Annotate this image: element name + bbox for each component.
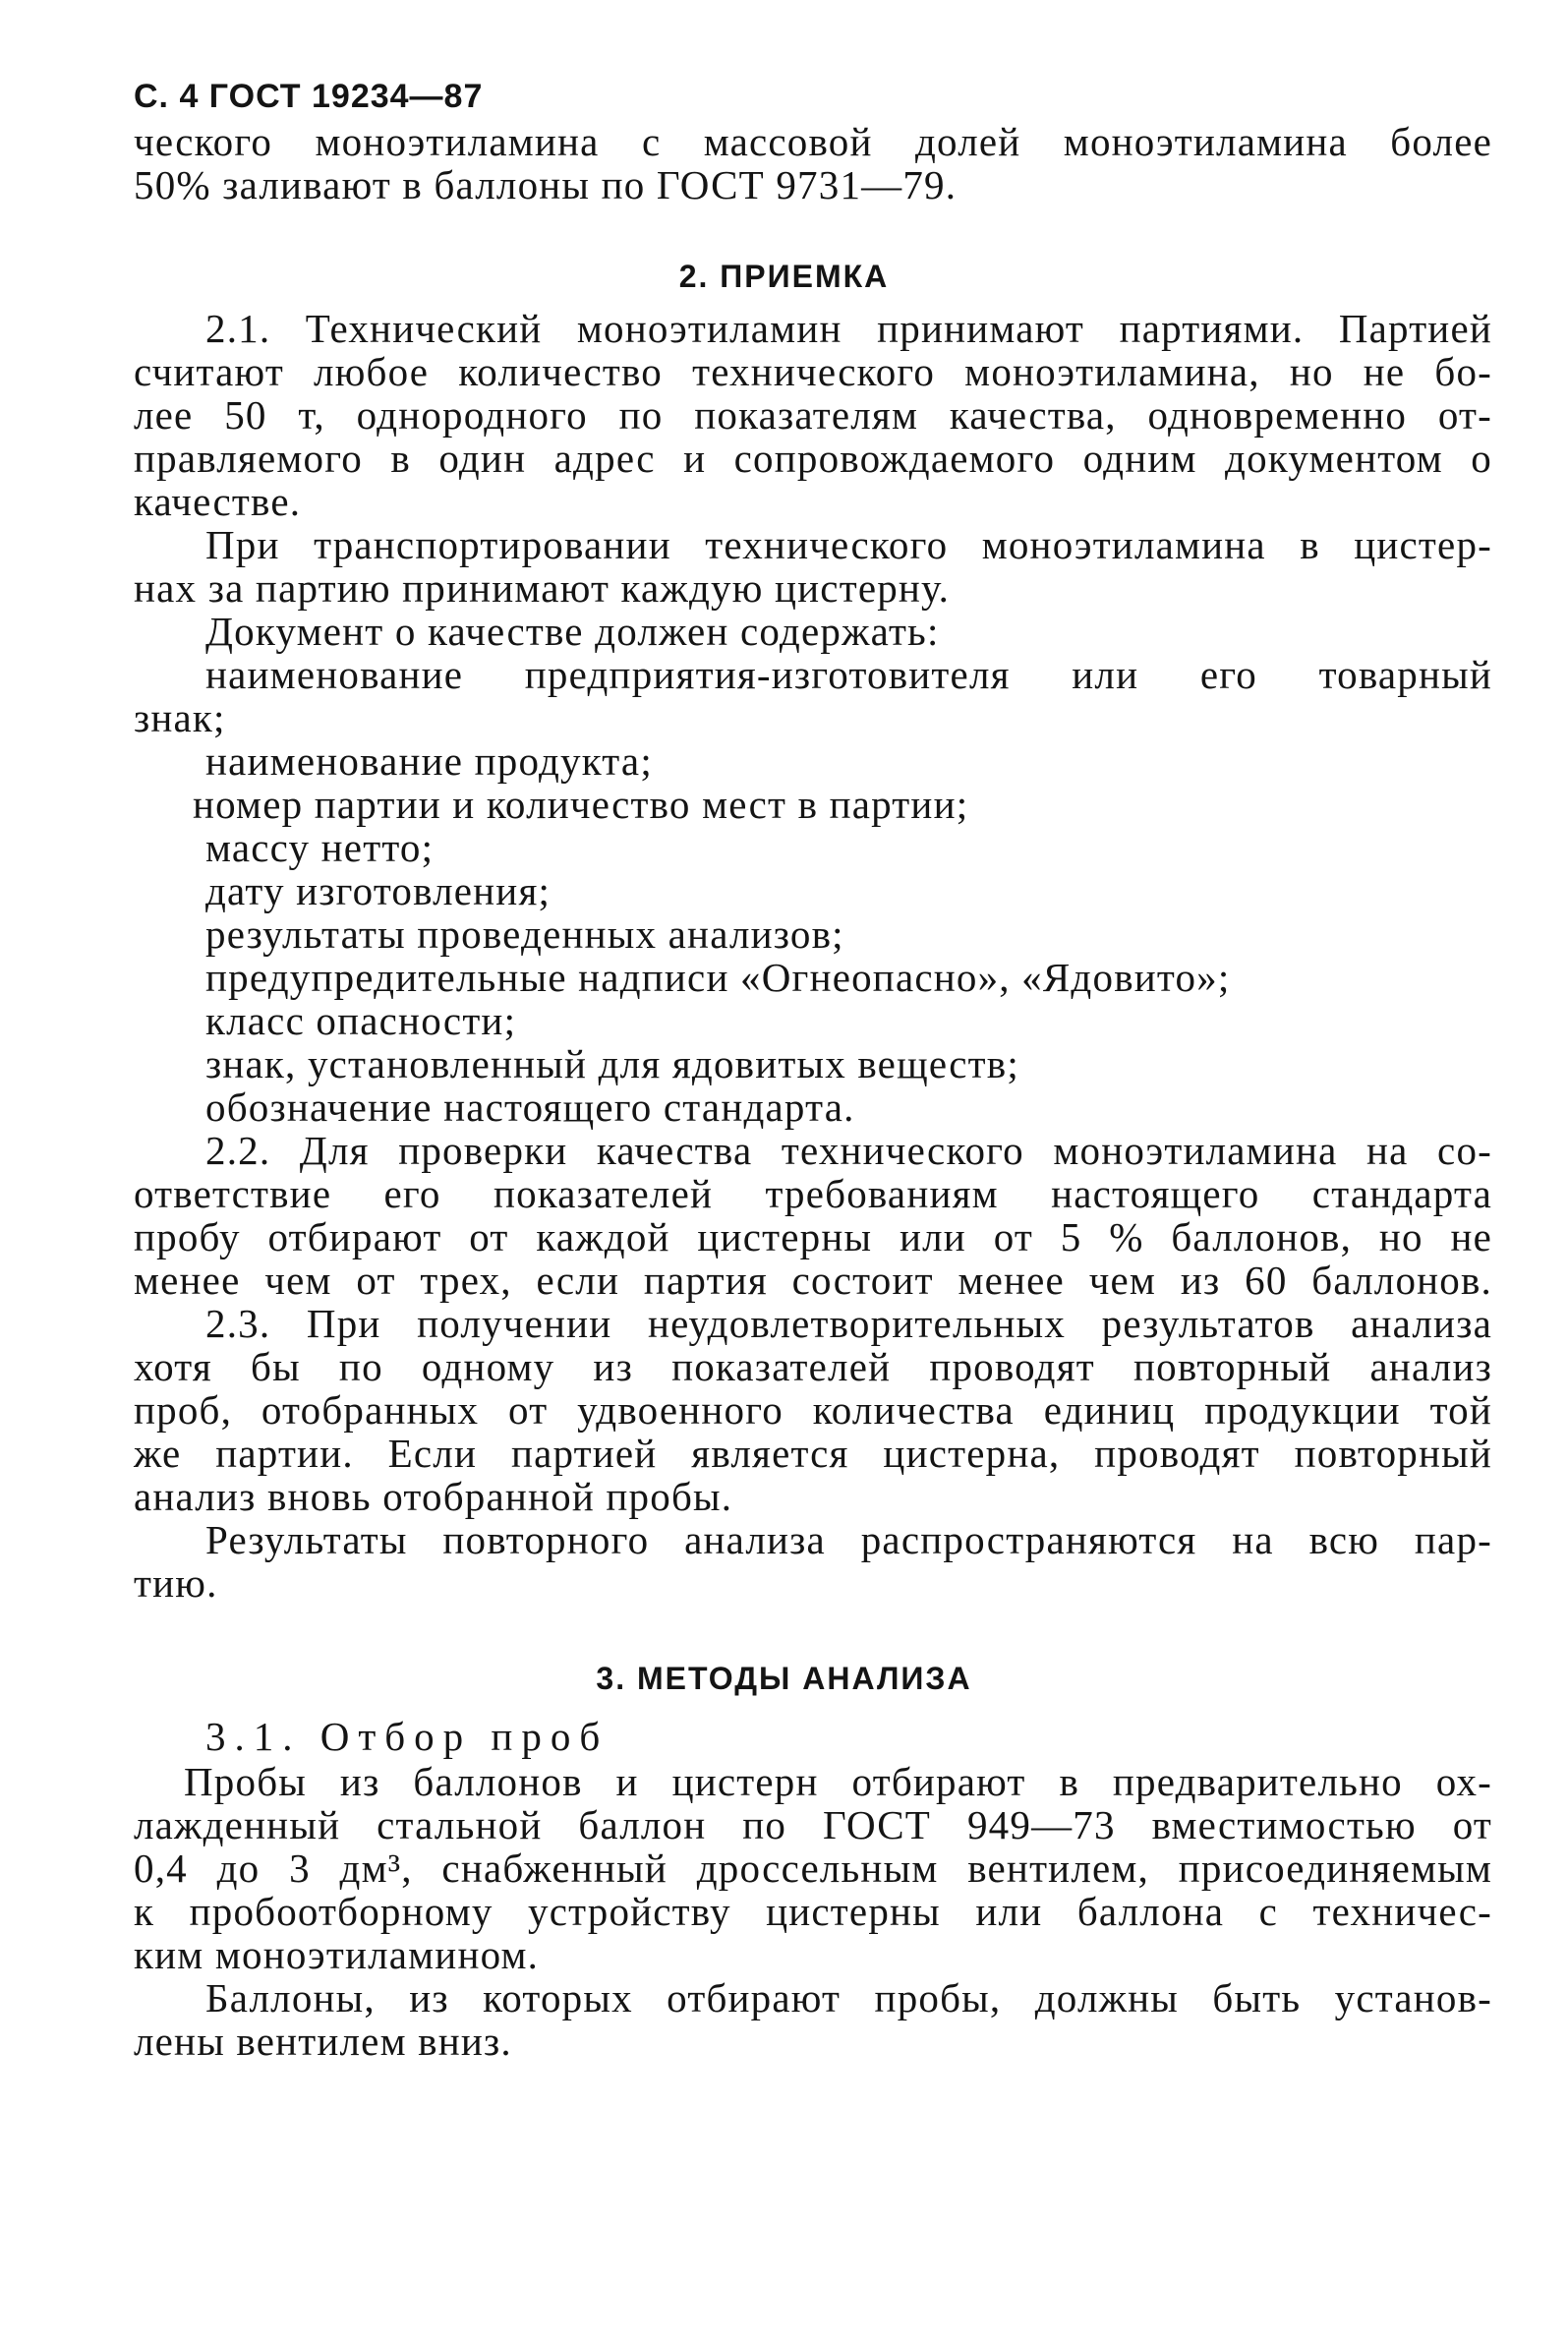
text-line: анализ вновь отобранной пробы. [134, 1474, 733, 1519]
text-line: хотя бы по одному из показателей проводят повторный анализ [134, 1344, 1492, 1389]
text-line: ответствие его показателей требованиям настоящего стандарта [134, 1171, 1492, 1216]
text-line: При транспортировании технического моноэтиламина в цистер- [205, 522, 1492, 567]
list-item: наименование продукта; [205, 738, 653, 784]
text-line: ческого моноэтиламина с массовой долей моноэтиламина более [134, 119, 1492, 164]
list-item: номер партии и количество мест в партии; [193, 782, 969, 827]
text-line: наименование предприятия-изготовителя или его товарный [205, 652, 1492, 697]
text-line: Баллоны, из которых отбирают пробы, должны быть установ- [205, 1975, 1492, 2021]
text-line: лажденный стальной баллон по ГОСТ 949—73 вместимостью от [134, 1802, 1492, 1847]
text-line: менее чем от трех, если партия состоит менее чем из 60 баллонов. [134, 1258, 1492, 1303]
text-line: 2.2. Для проверки качества технического моноэтиламина на со- [205, 1128, 1492, 1173]
page-header: С. 4 ГОСТ 19234—87 [134, 78, 484, 115]
section-title: 3. МЕТОДЫ АНАЛИЗА [596, 1661, 972, 1696]
text-line: 2.1. Технический моноэтиламин принимают партиями. Партией [205, 306, 1492, 351]
list-item: предупредительные надписи «Огнеопасно», «Ядовито»; [205, 955, 1231, 1000]
text-line: Пробы из баллонов и цистерн отбирают в предварительно ох- [184, 1759, 1492, 1804]
text-line: тию. [134, 1560, 218, 1606]
text-line: считают любое количество технического моноэтиламина, но не бо- [134, 349, 1492, 394]
list-item: дату изготовления; [205, 868, 552, 913]
text-line: 2.3. При получении неудовлетворительных результатов анализа [205, 1301, 1492, 1346]
text-line: лены вентилем вниз. [134, 2019, 512, 2064]
text-line: проб, отобранных от удвоенного количества единиц продукции той [134, 1387, 1492, 1433]
list-item: массу нетто; [205, 825, 435, 870]
text-line: лее 50 т, однородного по показателям качества, одновременно от- [134, 392, 1492, 438]
list-item: результаты проведенных анализов; [205, 911, 844, 957]
text-line: нах за партию принимают каждую цистерну. [134, 565, 951, 611]
text-line: пробу отбирают от каждой цистерны или от 5 % баллонов, но не [134, 1214, 1492, 1259]
text-line: правляемого в один адрес и сопровождаемого одним документом о [134, 436, 1492, 481]
list-item: знак, установленный для ядовитых веществ; [205, 1041, 1019, 1086]
text-line: к пробоотборному устройству цистерны или баллона с техничес- [134, 1889, 1492, 1934]
list-item: обозначение настоящего стандарта. [205, 1084, 855, 1130]
section-title: 2. ПРИЕМКА [678, 259, 890, 294]
list-item: класс опасности; [205, 998, 517, 1043]
text-line: Документ о качестве должен содержать: [205, 609, 940, 654]
text-line: 0,4 до 3 дм³, снабженный дроссельным вентилем, присоединяемым [134, 1845, 1492, 1891]
text-line: 50% заливают в баллоны по ГОСТ 9731—79. [134, 162, 958, 207]
text-line: Результаты повторного анализа распространяются на всю пар- [205, 1517, 1492, 1562]
subsection-title: 3.1. Отбор проб [205, 1714, 610, 1759]
text-line: же партии. Если партией является цистерна, проводят повторный [134, 1431, 1492, 1476]
text-line: качестве. [134, 479, 302, 524]
text-line: ким моноэтиламином. [134, 1932, 540, 1977]
text-line: знак; [134, 695, 226, 740]
